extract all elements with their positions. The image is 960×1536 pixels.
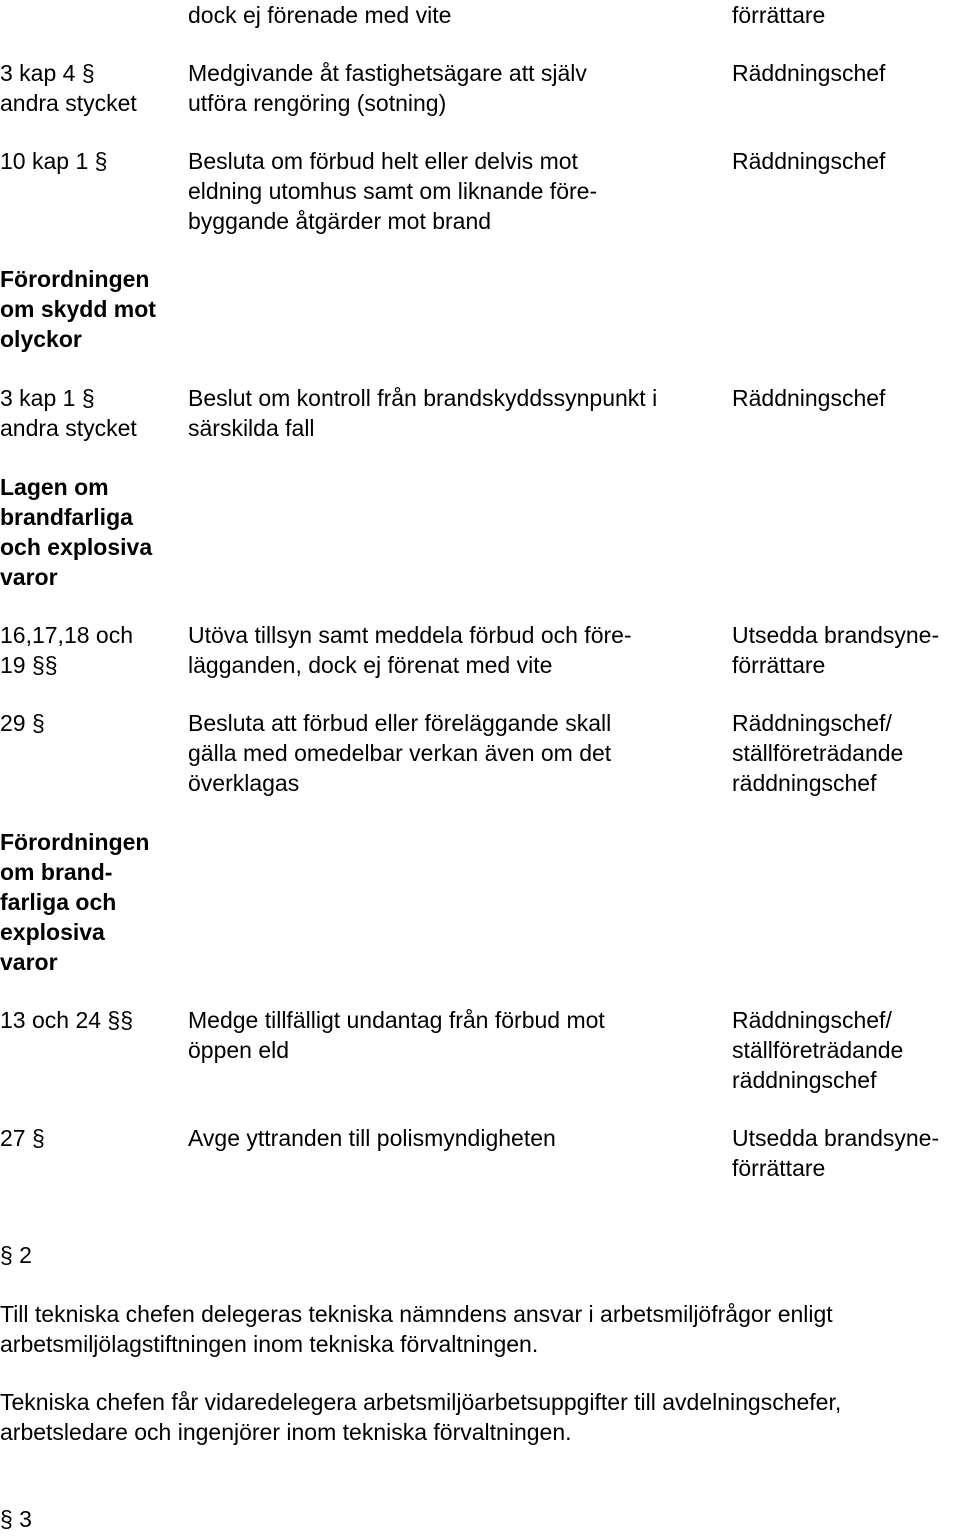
row-description: Medgivande åt fastighetsägare att själv [188, 60, 587, 86]
row-description: särskilda fall [188, 415, 315, 441]
row-ref: 19 §§ [0, 652, 58, 678]
section-heading: varor [0, 949, 58, 975]
row-description: Avge yttranden till polismyndigheten [188, 1125, 556, 1151]
row-description: lägganden, dock ej förenat med vite [188, 652, 553, 678]
top-row-delegate: förrättare [732, 2, 826, 28]
row-ref: 3 kap 4 § [0, 60, 95, 86]
row-delegate: förrättare [732, 652, 826, 678]
section-heading: Förordningen [0, 829, 150, 855]
paragraph-line: Tekniska chefen får vidaredelegera arbetsmiljöarbetsuppgifter till avdelningschefer, [0, 1389, 842, 1415]
row-delegate: Räddningschef/ [732, 710, 892, 736]
paragraph-heading: § 3 [0, 1506, 32, 1532]
row-description: Medge tillfälligt undantag från förbud mot [188, 1007, 605, 1033]
section-heading: explosiva [0, 919, 105, 945]
row-delegate: räddningschef [732, 1067, 877, 1093]
section-heading: om brand- [0, 859, 113, 885]
row-description: Utöva tillsyn samt meddela förbud och före- [188, 622, 632, 648]
row-ref: 10 kap 1 § [0, 148, 108, 174]
paragraph-line: Till tekniska chefen delegeras tekniska nämndens ansvar i arbetsmiljöfrågor enligt [0, 1301, 833, 1327]
row-delegate: ställföreträdande [732, 1037, 904, 1063]
row-delegate: Utsedda brandsyne- [732, 1125, 940, 1151]
section-heading: och explosiva [0, 534, 153, 560]
section-heading: Förordningen [0, 266, 150, 292]
row-ref: andra stycket [0, 90, 137, 116]
row-description: Besluta om förbud helt eller delvis mot [188, 148, 578, 174]
row-ref: andra stycket [0, 415, 137, 441]
section-heading: varor [0, 564, 58, 590]
paragraph-line: arbetsmiljölagstiftningen inom tekniska förvaltningen. [0, 1331, 539, 1357]
row-description: eldning utomhus samt om liknande före- [188, 178, 598, 204]
row-delegate: Räddningschef/ [732, 1007, 892, 1033]
row-delegate: Räddningschef [732, 60, 886, 86]
row-ref: 27 § [0, 1125, 45, 1151]
row-delegate: Räddningschef [732, 148, 886, 174]
row-delegate: Utsedda brandsyne- [732, 622, 940, 648]
row-ref: 29 § [0, 710, 45, 736]
row-description: öppen eld [188, 1037, 290, 1063]
paragraph-line: arbetsledare och ingenjörer inom tekniska förvaltningen. [0, 1419, 572, 1445]
section-heading: farliga och [0, 889, 117, 915]
row-description: Beslut om kontroll från brandskyddssynpunkt i [188, 385, 658, 411]
section-heading: brandfarliga [0, 504, 133, 530]
row-delegate: ställföreträdande [732, 740, 904, 766]
row-description: Besluta att förbud eller föreläggande skall [188, 710, 612, 736]
row-description: överklagas [188, 770, 300, 796]
row-ref: 16,17,18 och [0, 622, 134, 648]
row-ref: 3 kap 1 § [0, 385, 95, 411]
row-delegate: räddningschef [732, 770, 877, 796]
row-description: utföra rengöring (sotning) [188, 90, 447, 116]
section-heading: olyckor [0, 326, 82, 352]
row-delegate: förrättare [732, 1155, 826, 1181]
paragraph-heading: § 2 [0, 1242, 32, 1268]
row-description: byggande åtgärder mot brand [188, 208, 492, 234]
section-heading: om skydd mot [0, 296, 156, 322]
section-heading: Lagen om [0, 474, 109, 500]
row-delegate: Räddningschef [732, 385, 886, 411]
row-ref: 13 och 24 §§ [0, 1007, 134, 1033]
top-row-description: dock ej förenade med vite [188, 2, 452, 28]
row-description: gälla med omedelbar verkan även om det [188, 740, 612, 766]
